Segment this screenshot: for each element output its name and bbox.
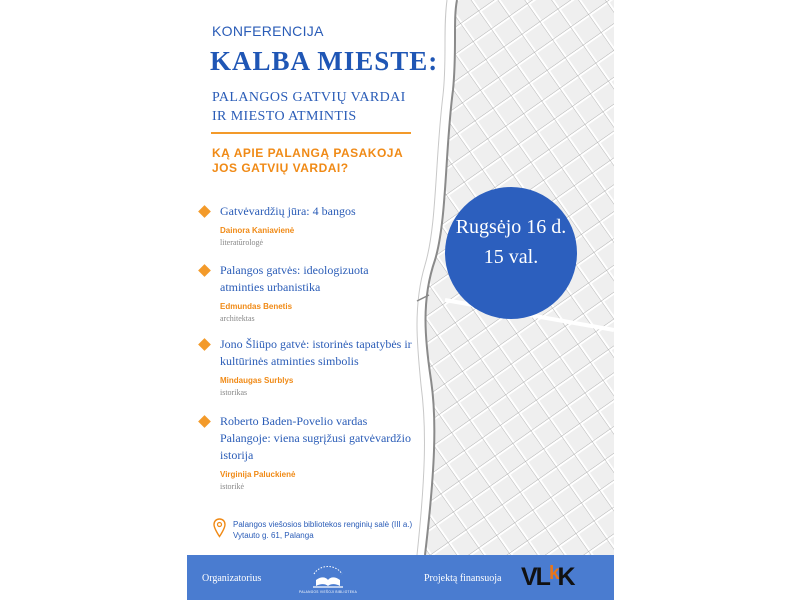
organizer-label: Organizatorius: [202, 573, 262, 584]
talk-speaker: Dainora Kaniavienė: [220, 226, 295, 235]
footer-bar: [187, 555, 614, 600]
talk-title: Roberto Baden-Povelio vardas Palangoje: viena sugrįžusi gatvėvardžio istorija: [220, 414, 411, 462]
talk-speaker-role: architektas: [220, 314, 255, 323]
talk-speaker-role: literatūrologė: [220, 238, 264, 247]
conference-title: KALBA MIESTE:: [210, 46, 439, 76]
divider: [211, 132, 411, 134]
conference-question: KĄ APIE PALANGĄ PASAKOJA JOS GATVIŲ VARDAI?: [212, 146, 403, 175]
funder-logo: $VL^kK$: [521, 563, 574, 591]
talk-speaker: Edmundas Benetis: [220, 302, 293, 311]
funder-label: Projektą finansuoja: [424, 573, 502, 584]
talk-speaker: Virginija Paluckienė: [220, 470, 296, 479]
talk-title: Gatvėvardžių jūra: 4 bangos: [220, 204, 356, 218]
talk-speaker-role: istorikė: [220, 482, 244, 491]
talk-item: [200, 336, 415, 397]
diamond-bullet-icon: [198, 205, 211, 218]
talk-speaker-role: istorikas: [220, 388, 248, 397]
book-logo-icon: [299, 558, 357, 598]
conference-subtitle: PALANGOS GATVIŲ VARDAI IR MIESTO ATMINTIS: [212, 90, 406, 124]
venue-address: Vytauto g. 61, Palanga: [233, 531, 314, 540]
diamond-bullet-icon: [198, 264, 211, 277]
talk-item: [200, 413, 415, 491]
date-text: Rugsėjo 16 d.: [455, 216, 567, 238]
talk-title: Palangos gatvės: ideologizuota atminties urbanistika: [220, 263, 369, 294]
event-poster: [187, 0, 614, 600]
diamond-bullet-icon: [198, 338, 211, 351]
talk-speaker: Mindaugas Surblys: [220, 376, 294, 385]
talk-item: [200, 262, 415, 323]
date-badge: [445, 187, 577, 319]
time-text: 15 val.: [483, 246, 539, 268]
venue-name: Palangos viešosios bibliotekos renginių salė (III a.): [233, 520, 413, 529]
event-type-label: KONFERENCIJA: [212, 23, 324, 39]
talk-title: Jono Šliūpo gatvė: istorinės tapatybės ir kultūrinės atminties simbolis: [220, 337, 412, 368]
diamond-bullet-icon: [198, 415, 211, 428]
library-logo-text: PALANGOS VIEŠOJI BIBLIOTEKA: [299, 590, 357, 594]
talk-item: [200, 203, 415, 247]
map-pin-icon: [213, 518, 226, 538]
